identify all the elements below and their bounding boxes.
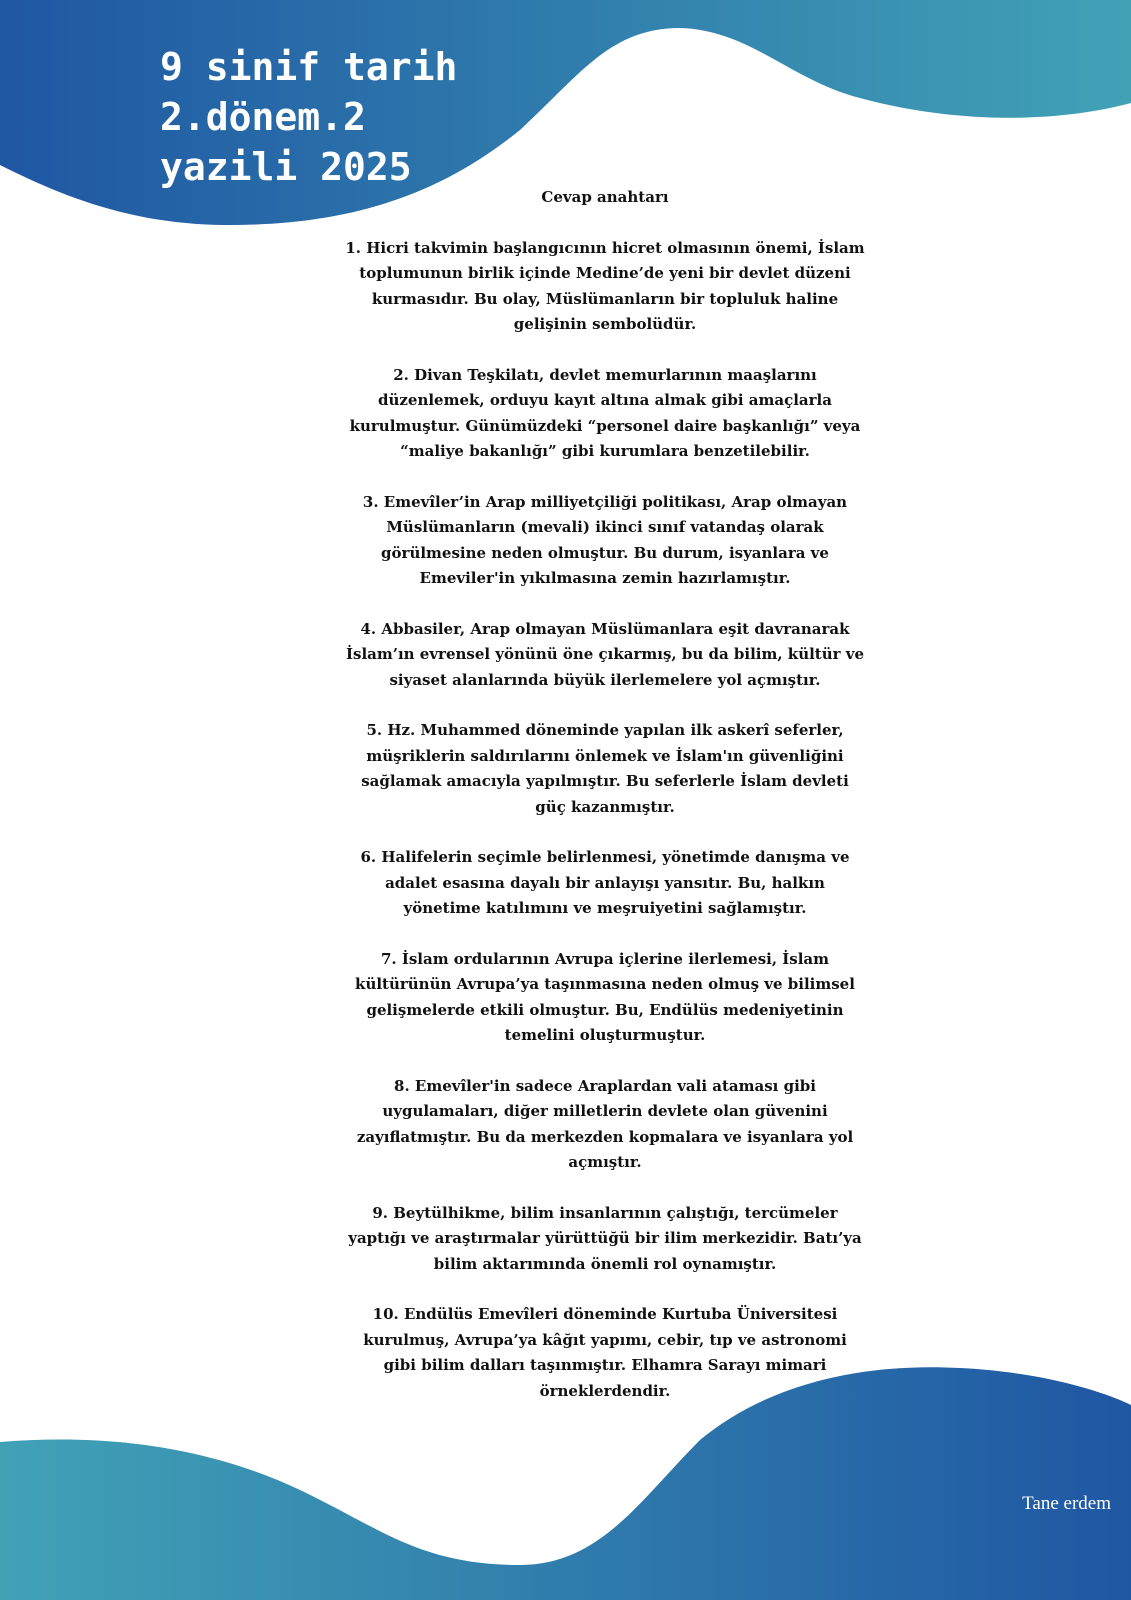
- answer-item-8: 8. Emevîler'in sadece Araplardan vali ataması gibi uygulamaları, diğer milletlerin devlete olan güvenini zayıflatmıştır. Bu da merkezden kopmalara ve isyanlara yol açmıştır.: [356, 1076, 854, 1171]
- answer-item-4: 4. Abbasiler, Arap olmayan Müslümanlara eşit davranarak İslam’ın evrensel yönünü öne çıkarmış, bu da bilim, kültür ve siyaset alanlarında büyük ilerlemelere yol açmıştır.: [345, 619, 865, 689]
- answer-item-3: 3. Emevîler’in Arap milliyetçiliği politikası, Arap olmayan Müslümanların (mevali) ikinci sınıf vatandaş olarak görülmesine neden olmuştur. Bu durum, isyanlara ve Emeviler'in yıkılmasına zemin hazırlamıştır.: [362, 492, 848, 587]
- answer-item-9: 9. Beytülhikme, bilim insanlarının çalıştığı, tercümeler yaptığı ve araştırmalar yürüttüğü bir ilim merkezidir. Batı’ya bilim aktarımında önemli rol oynamıştır.: [348, 1203, 862, 1273]
- answer-item-5: 5. Hz. Muhammed döneminde yapılan ilk askerî seferler, müşriklerin saldırılarını önlemek ve İslam'ın güvenliğini sağlamak amacıyla yapılmıştır. Bu seferlerle İslam devleti güç kazanmıştır.: [361, 721, 849, 816]
- answer-key-content: [345, 185, 865, 1429]
- title-line-1: 9 sinif tarih: [160, 45, 458, 89]
- author-name: Tane erdem: [1022, 1493, 1111, 1514]
- document-title: [160, 42, 457, 192]
- title-line-2: 2.dönem.2: [160, 95, 366, 139]
- answer-item-7: 7. İslam ordularının Avrupa içlerine ilerlemesi, İslam kültürünün Avrupa’ya taşınmasına neden olmuş ve bilimsel gelişmelerde etkili olmuştur. Bu, Endülüs medeniyetinin temelini oluşturmuştur.: [355, 949, 855, 1044]
- answer-item-10: 10. Endülüs Emevîleri döneminde Kurtuba Üniversitesi kurulmuş, Avrupa’ya kâğıt yapımı, cebir, tıp ve astronomi gibi bilim dalları taşınmıştır. Elhamra Sarayı mimari örneklerdendir.: [363, 1305, 847, 1400]
- answer-key-heading: Cevap anahtarı: [541, 188, 669, 206]
- answer-item-6: 6. Halifelerin seçimle belirlenmesi, yönetimde danışma ve adalet esasına dayalı bir anlayışı yansıtır. Bu, halkın yönetime katılımını ve meşruiyetini sağlamıştır.: [360, 848, 850, 917]
- answer-item-1: 1. Hicri takvimin başlangıcının hicret olmasının önemi, İslam toplumunun birlik içinde Medine’de yeni bir devlet düzeni kurmasıdır. Bu olay, Müslümanların bir topluluk haline gelişinin sembolüdür.: [345, 238, 865, 333]
- answer-item-2: 2. Divan Teşkilatı, devlet memurlarının maaşlarını düzenlemek, orduyu kayıt altına almak gibi amaçlarla kurulmuştur. Günümüzdeki “personel daire başkanlığı” veya “maliye bakanlığı” gibi kurumlara benzetilebilir.: [349, 365, 861, 460]
- title-line-3: yazili 2025: [160, 145, 412, 189]
